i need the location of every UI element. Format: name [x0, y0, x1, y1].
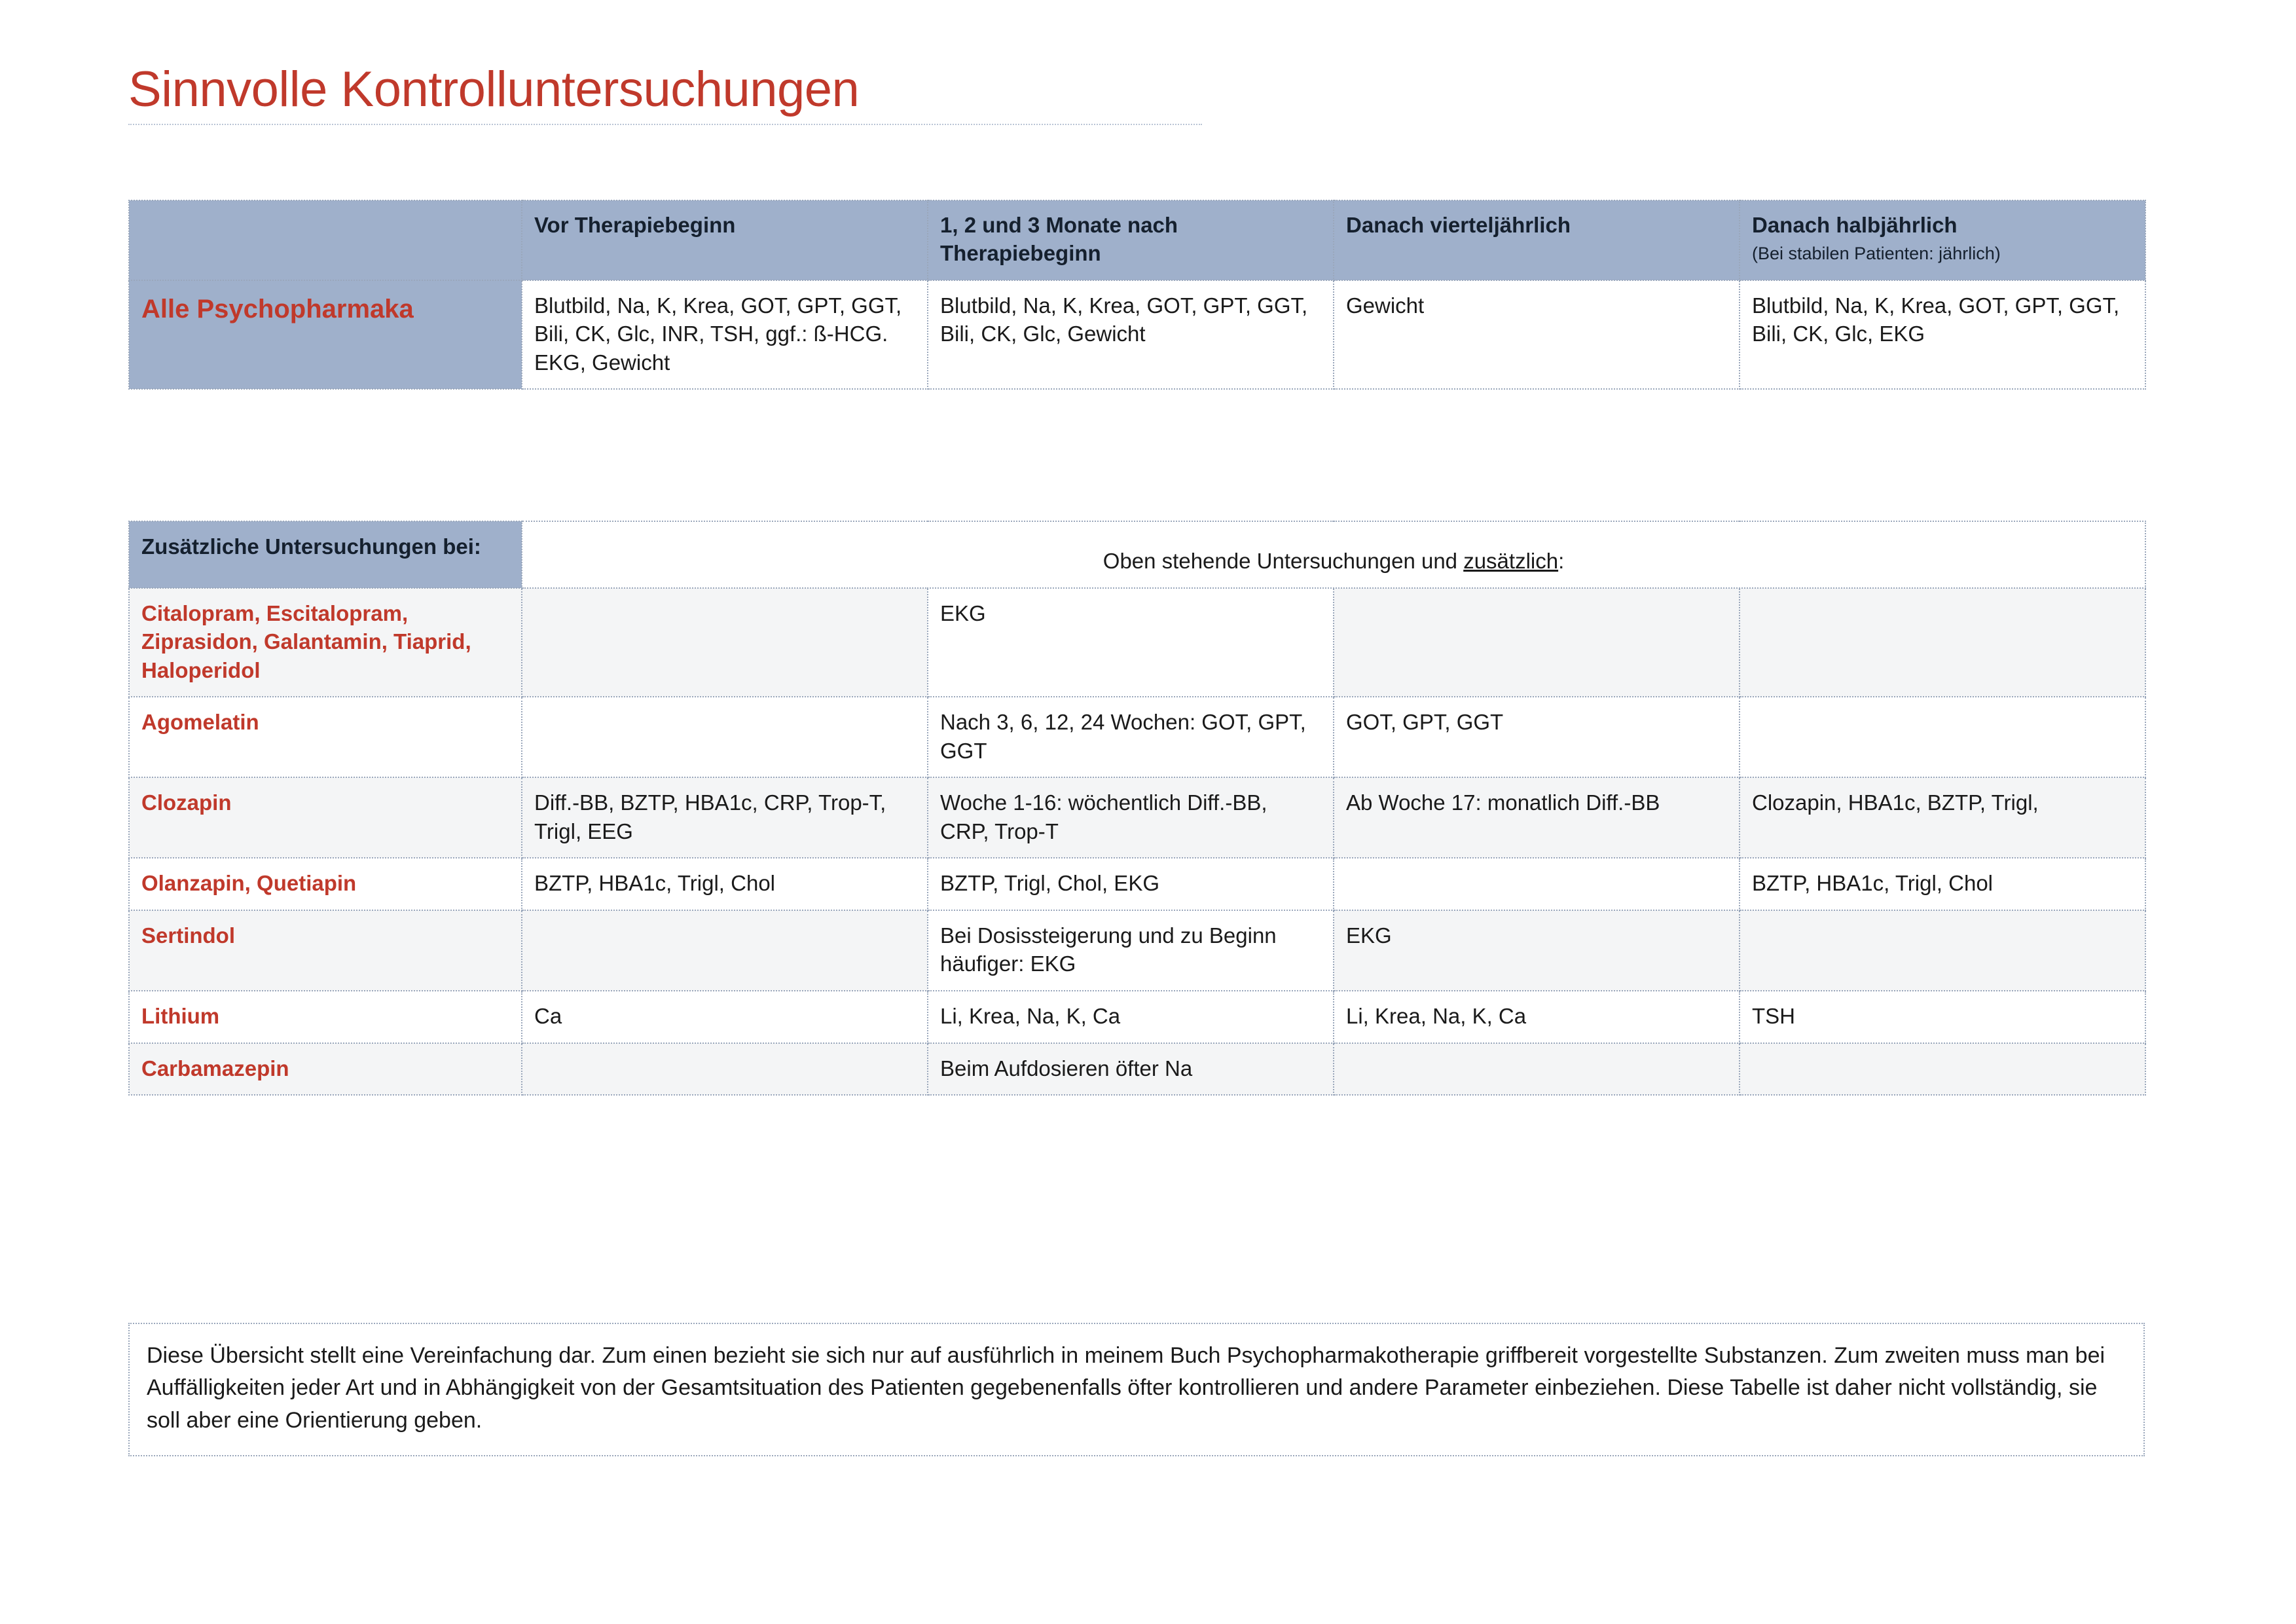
page-title-block: [128, 62, 1241, 125]
additional-table-container: [128, 521, 2145, 1096]
cell-carbamazepin-halfyearly: [1740, 1043, 2145, 1096]
table-row: [129, 588, 2145, 697]
header-cell-quarterly: Danach vierteljährlich: [1334, 200, 1740, 280]
additional-section-header-row: [129, 521, 2145, 588]
row-label-agomelatin: Agomelatin: [129, 697, 522, 777]
header-cell-before: Vor Therapiebeginn: [522, 200, 928, 280]
cell-carbamazepin-months: Beim Aufdosieren öfter Na: [928, 1043, 1334, 1096]
header-cell-blank: [129, 200, 522, 280]
row-label-clozapin: Clozapin: [129, 777, 522, 858]
cell-citalopram-before: [522, 588, 928, 697]
additional-table: [128, 521, 2146, 1096]
cell-agomelatin-halfyearly: [1740, 697, 2145, 777]
table-row: [129, 991, 2145, 1043]
cell-clozapin-halfyearly: Clozapin, HBA1c, BZTP, Trigl,: [1740, 777, 2145, 858]
section-label-additional: Zusätzliche Untersuchungen bei:: [129, 521, 522, 588]
cell-sertindol-months: Bei Dosissteigerung und zu Beginn häufiger: EKG: [928, 910, 1334, 991]
section-note-suffix: :: [1558, 549, 1565, 573]
cell-olanzapin-before: BZTP, HBA1c, Trigl, Chol: [522, 858, 928, 910]
cell-carbamazepin-before: [522, 1043, 928, 1096]
page-title: Sinnvolle Kontrolluntersuchungen: [128, 62, 860, 117]
table-row: [129, 777, 2145, 858]
cell-all-halfyearly: Blutbild, Na, K, Krea, GOT, GPT, GGT, Bili, CK, Glc, EKG: [1740, 280, 2145, 390]
table-header-row: [129, 200, 2145, 280]
table-row: [129, 1043, 2145, 1096]
header-cell-halfyearly-label: Danach halbjährlich: [1752, 213, 1958, 237]
cell-citalopram-quarterly: [1334, 588, 1740, 697]
cell-lithium-quarterly: Li, Krea, Na, K, Ca: [1334, 991, 1740, 1043]
row-label-lithium: Lithium: [129, 991, 522, 1043]
table-row: [129, 910, 2145, 991]
cell-citalopram-halfyearly: [1740, 588, 2145, 697]
cell-clozapin-quarterly: Ab Woche 17: monatlich Diff.-BB: [1334, 777, 1740, 858]
cell-sertindol-quarterly: EKG: [1334, 910, 1740, 991]
cell-olanzapin-halfyearly: BZTP, HBA1c, Trigl, Chol: [1740, 858, 2145, 910]
row-label-olanzapin-quetiapin: Olanzapin, Quetiapin: [129, 858, 522, 910]
cell-agomelatin-before: [522, 697, 928, 777]
header-cell-months: 1, 2 und 3 Monate nach Therapiebeginn: [928, 200, 1334, 280]
header-cell-halfyearly-sublabel: (Bei stabilen Patienten: jährlich): [1752, 243, 2001, 263]
cell-citalopram-months: EKG: [928, 588, 1334, 697]
cell-all-quarterly: Gewicht: [1334, 280, 1740, 390]
table-row: [129, 858, 2145, 910]
row-label-citalopram-group: Citalopram, Escitalopram, Ziprasidon, Galantamin, Tiaprid, Haloperidol: [129, 588, 522, 697]
section-note-underlined: zusätzlich: [1463, 549, 1559, 573]
footnote-box: [128, 1323, 2145, 1456]
cell-all-months: Blutbild, Na, K, Krea, GOT, GPT, GGT, Bili, CK, Glc, Gewicht: [928, 280, 1334, 390]
cell-olanzapin-quarterly: [1334, 858, 1740, 910]
main-table-container: [128, 200, 2145, 390]
section-note-additional: [522, 521, 2145, 588]
cell-agomelatin-quarterly: GOT, GPT, GGT: [1334, 697, 1740, 777]
main-table: [128, 200, 2146, 390]
cell-lithium-halfyearly: TSH: [1740, 991, 2145, 1043]
row-label-carbamazepin: Carbamazepin: [129, 1043, 522, 1096]
cell-all-before: Blutbild, Na, K, Krea, GOT, GPT, GGT, Bili, CK, Glc, INR, TSH, ggf.: ß-HCG. EKG, Gewicht: [522, 280, 928, 390]
header-cell-halfyearly: [1740, 200, 2145, 280]
cell-clozapin-before: Diff.-BB, BZTP, HBA1c, CRP, Trop-T, Trigl, EEG: [522, 777, 928, 858]
cell-clozapin-months: Woche 1-16: wöchentlich Diff.-BB, CRP, Trop-T: [928, 777, 1334, 858]
cell-lithium-months: Li, Krea, Na, K, Ca: [928, 991, 1334, 1043]
cell-olanzapin-months: BZTP, Trigl, Chol, EKG: [928, 858, 1334, 910]
cell-agomelatin-months: Nach 3, 6, 12, 24 Wochen: GOT, GPT, GGT: [928, 697, 1334, 777]
cell-sertindol-before: [522, 910, 928, 991]
table-row: [129, 697, 2145, 777]
section-note-prefix: Oben stehende Untersuchungen und: [1102, 549, 1464, 573]
row-label-sertindol: Sertindol: [129, 910, 522, 991]
title-divider: [128, 124, 1202, 125]
footnote-text: Diese Übersicht stellt eine Vereinfachung dar. Zum einen bezieht sie sich nur auf ausführlich in meinem Buch Psychopharmakotherapie griffbereit vorgestellte Substanzen. Zum zweiten muss man bei Auffälligkeiten jeder Art und in Abhängigkeit von der Gesamtsituation des Patienten gegebenenfalls öfter kontrollieren und andere Parameter einbeziehen. Diese Tabelle ist daher nicht vollständig, sie soll aber eine Orientierung geben.: [147, 1343, 2105, 1433]
cell-carbamazepin-quarterly: [1334, 1043, 1740, 1096]
table-row: [129, 280, 2145, 390]
cell-lithium-before: Ca: [522, 991, 928, 1043]
row-label-all-psychopharmaka: Alle Psychopharmaka: [129, 280, 522, 390]
cell-sertindol-halfyearly: [1740, 910, 2145, 991]
